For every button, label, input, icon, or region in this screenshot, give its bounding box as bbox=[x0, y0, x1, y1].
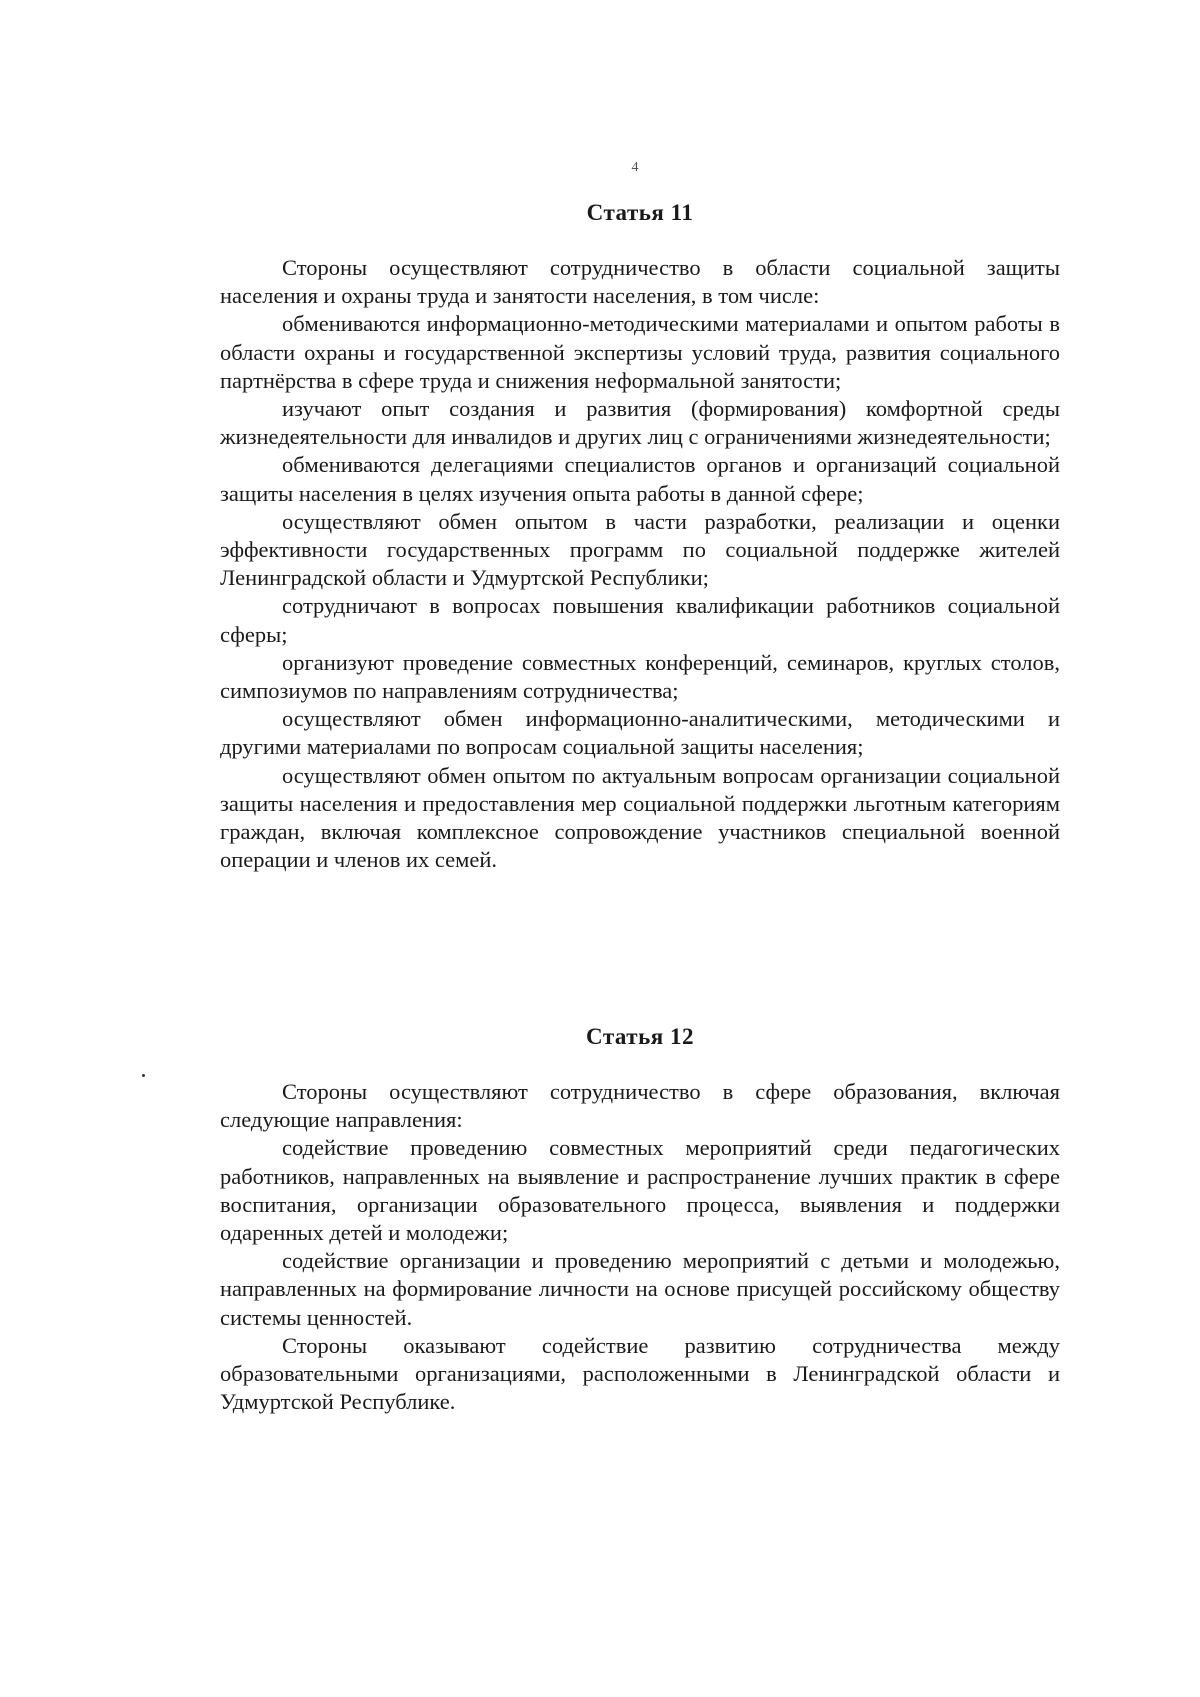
article-paragraph: Стороны осуществляют сотрудничество в области социальной защиты населения и охраны труда и занятости населения, в том числе: bbox=[220, 255, 1060, 309]
article-11 bbox=[220, 198, 1060, 874]
page-number: 4 bbox=[631, 160, 639, 175]
article-paragraph: осуществляют обмен информационно-аналитическими, методическими и другими материалами по вопросам социальной защиты населения; bbox=[220, 706, 1060, 760]
article-paragraph: Стороны оказывают содействие развитию сотрудничества между образовательными организациями, расположенными в Ленинградской области и Удмуртской Республике. bbox=[220, 1332, 1060, 1415]
article-paragraph: обмениваются делегациями специалистов органов и организаций социальной защиты населения в целях изучения опыта работы в данной сфере; bbox=[220, 452, 1060, 506]
article-heading: Статья 12 bbox=[586, 1024, 694, 1049]
article-paragraph: содействие организации и проведению мероприятий с детьми и молодежью, направленных на формирование личности на основе присущей российскому обществу системы ценностей. bbox=[220, 1248, 1060, 1330]
scan-speck bbox=[142, 1074, 145, 1077]
article-paragraph: сотрудничают в вопросах повышения квалификации работников социальной сферы; bbox=[220, 593, 1060, 647]
article-12 bbox=[220, 1022, 1060, 1416]
article-paragraph: Стороны осуществляют сотрудничество в сфере образования, включая следующие направления: bbox=[220, 1079, 1060, 1133]
article-paragraph: обмениваются информационно-методическими материалами и опытом работы в области охраны и государственной экспертизы условий труда, развития социального партнёрства в сфере труда и снижения неформальной занятости; bbox=[220, 311, 1060, 393]
article-heading: Статья 11 bbox=[586, 200, 694, 225]
article-paragraph: содействие проведению совместных мероприятий среди педагогических работников, направленных на выявление и распространение лучших практик в сфере воспитания, организации образовательного процесса, выявления и поддержки одаренных детей и молодежи; bbox=[220, 1135, 1060, 1246]
article-paragraph: организуют проведение совместных конференций, семинаров, круглых столов, симпозиумов по направлениям сотрудничества; bbox=[220, 649, 1060, 704]
article-paragraph: изучают опыт создания и развития (формирования) комфортной среды жизнедеятельности для инвалидов и других лиц с ограничениями жизнедеятельности; bbox=[220, 396, 1060, 450]
article-paragraph: осуществляют обмен опытом по актуальным вопросам организации социальной защиты населения и предоставления мер социальной поддержки льготным категориям граждан, включая комплексное сопровождение участников специальной военной операции и членов их семей. bbox=[220, 762, 1060, 873]
article-paragraph: осуществляют обмен опытом в части разработки, реализации и оценки эффективности государственных программ по социальной поддержке жителей Ленинградской области и Удмуртской Республики; bbox=[220, 508, 1060, 591]
